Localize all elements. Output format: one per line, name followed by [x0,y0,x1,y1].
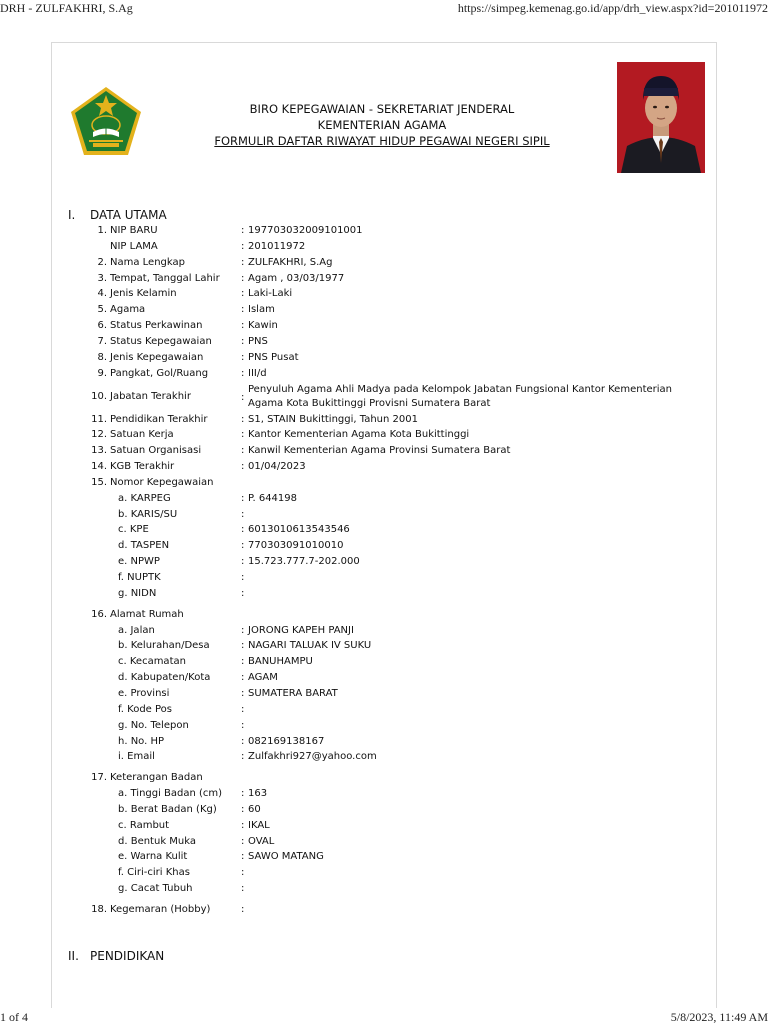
row-colon: : [241,751,245,763]
document-heading [162,101,602,149]
row-label: a. KARPEG [118,492,171,504]
row-colon: : [241,256,245,268]
row-label: d. TASPEN [118,540,170,552]
row-label: g. NIDN [118,587,157,599]
row-colon: : [241,819,245,831]
row-colon: : [241,445,245,457]
row-label: Jenis Kepegawaian [110,351,204,363]
row-label: Status Perkawinan [110,320,203,332]
row-colon: : [241,572,245,583]
row-colon: : [241,672,245,684]
row-colon: : [241,335,245,347]
row-label: a. Tinggi Badan (cm) [118,788,223,800]
employee-photo [617,62,705,173]
row-label: Nomor Kepegawaian [110,476,214,488]
row-colon: : [241,656,245,668]
section-data-utama [68,208,167,222]
row-label: Keterangan Badan [110,772,203,784]
print-header [0,0,768,16]
row-label: i. Email [118,751,155,763]
table-row [52,623,717,638]
row-colon: : [241,624,245,636]
row-colon: : [241,367,245,379]
row-label: Kegemaran (Hobby) [110,904,211,915]
row-value: ZULFAKHRI, S.Ag [248,256,333,268]
row-colon: : [241,413,245,425]
row-label: Satuan Kerja [110,429,174,441]
row-colon: : [241,735,245,747]
row-number: 9. [97,367,107,379]
row-colon: : [241,540,245,552]
row-colon: : [241,272,245,284]
row-value: 197703032009101001 [248,225,363,236]
row-colon: : [241,240,245,252]
section-title: DATA UTAMA [90,208,167,222]
table-row [52,881,717,896]
row-value: SAWO MATANG [248,851,324,863]
row-value: 01/04/2023 [248,461,306,473]
row-label: f. NUPTK [118,572,161,583]
row-number: 7. [97,335,107,347]
row-value: 082169138167 [248,735,325,747]
row-label: b. Kelurahan/Desa [118,640,210,652]
table-row [52,382,717,412]
table-row [52,334,717,349]
row-colon: : [241,803,245,815]
row-value: PNS Pusat [248,351,299,363]
section-title: PENDIDIKAN [90,949,165,963]
row-label: e. Warna Kulit [118,851,188,863]
row-label: b. Berat Badan (Kg) [118,803,217,815]
row-value: III/d [248,367,267,379]
row-value: S1, STAIN Bukittinggi, Tahun 2001 [248,413,418,425]
row-value: Agam , 03/03/1977 [248,272,345,284]
row-label: c. Rambut [118,819,170,831]
table-row [52,734,717,749]
row-colon: : [241,492,245,504]
table-row [52,286,717,301]
table-row [52,654,717,669]
row-value: BANUHAMPU [248,656,313,668]
table-row [52,818,717,833]
row-value: OVAL [248,835,275,847]
row-label: d. Kabupaten/Kota [118,672,211,684]
row-value: Penyuluh Agama Ahli Madya pada Kelompok Jabatan Fungsional Kantor Kementerian Agama Kota Bukittinggi Provisni Sumatera Barat [248,383,672,409]
row-number: 10. [91,390,107,402]
table-row [52,255,717,270]
table-row [52,491,717,506]
table-row [52,522,717,537]
row-value: 770303091010010 [248,540,344,552]
table-row [52,554,717,569]
row-colon: : [241,719,245,731]
row-colon: : [241,508,245,520]
table-row [52,749,717,764]
table-row [52,865,717,880]
page-count: 1 of 4 [0,1010,28,1024]
row-colon: : [241,867,245,879]
row-colon: : [241,788,245,800]
row-label: Alamat Rumah [110,608,184,620]
table-row [52,350,717,365]
table-row [52,686,717,701]
print-timestamp: 5/8/2023, 11:49 AM [670,1010,768,1024]
row-label: Jenis Kelamin [110,288,177,300]
row-colon: : [241,835,245,847]
row-colon: : [241,288,245,300]
table-row [52,427,717,442]
section-number: II. [68,949,79,963]
row-label: Agama [110,304,146,316]
section-pendidikan [68,949,164,963]
row-number: 14. [91,461,107,473]
row-number: 18. [91,904,107,915]
table-row [52,271,717,286]
row-value: P. 644198 [248,492,298,504]
table-row [52,570,717,585]
table-row [52,223,717,238]
row-number: 15. [91,476,107,488]
row-value: PNS [248,335,268,347]
row-value: NAGARI TALUAK IV SUKU [248,640,372,652]
row-number: 2. [97,256,107,268]
row-label: g. Cacat Tubuh [118,883,193,895]
row-label: f. Ciri-ciri Khas [118,867,190,879]
row-value: JORONG KAPEH PANJI [248,624,354,636]
row-label: c. Kecamatan [118,656,186,668]
row-colon: : [241,883,245,895]
table-row [52,475,717,490]
row-colon: : [241,556,245,568]
row-colon: : [241,687,245,699]
row-value: SUMATERA BARAT [248,687,338,699]
row-colon: : [241,461,245,473]
row-colon: : [241,320,245,332]
row-colon: : [241,225,245,236]
row-value: Kantor Kementerian Agama Kota Bukittinggi [248,429,470,441]
row-number: 4. [97,288,107,300]
row-label: NIP LAMA [110,240,158,252]
table-row [52,538,717,553]
table-row [52,412,717,427]
row-value: 163 [248,788,268,800]
table-row [52,607,717,622]
row-value: 60 [248,803,261,815]
row-colon: : [241,429,245,441]
row-number: 11. [91,413,107,425]
row-value: IKAL [248,819,270,831]
row-value: Laki-Laki [248,288,293,300]
row-label: Tempat, Tanggal Lahir [110,272,220,284]
row-value: Kanwil Kementerian Agama Provinsi Sumatera Barat [248,445,511,457]
table-row [52,459,717,474]
row-number: 17. [91,772,107,784]
row-number: 5. [97,304,107,316]
table-row [52,834,717,849]
row-number: 3. [97,272,107,284]
form-title: FORMULIR DAFTAR RIWAYAT HIDUP PEGAWAI NEGERI SIPIL [214,134,550,148]
row-number: 1. [97,225,107,236]
row-label: Status Kepegawaian [110,335,212,347]
table-row [52,902,717,917]
row-colon: : [241,391,245,403]
table-row [52,302,717,317]
table-row [52,638,717,653]
table-row [52,718,717,733]
page-title: DRH - ZULFAKHRI, S.Ag [0,1,133,15]
row-value: AGAM [248,672,278,684]
table-row [52,586,717,601]
table-row [52,670,717,685]
row-colon: : [241,524,245,536]
row-label: a. Jalan [118,624,155,636]
row-number: 12. [91,429,107,441]
row-label: Pangkat, Gol/Ruang [110,367,209,379]
row-label: Jabatan Terakhir [110,390,191,402]
table-row [52,366,717,381]
drh-document [51,42,717,1008]
row-colon: : [241,351,245,363]
row-number: 13. [91,445,107,457]
heading-line-1: BIRO KEPEGAWAIAN - SEKRETARIAT JENDERAL [249,102,515,116]
row-label: e. Provinsi [118,687,170,699]
page-url[interactable]: https://simpeg.kemenag.go.id/app/drh_view.aspx?id=201011972 [457,1,768,15]
row-value: 6013010613543546 [248,524,350,536]
row-value: 201011972 [248,240,306,252]
row-number: 6. [97,320,107,332]
row-label: Nama Lengkap [110,256,185,268]
row-number: 8. [97,351,107,363]
row-colon: : [241,640,245,652]
table-row [52,786,717,801]
table-row [52,849,717,864]
row-label: e. NPWP [118,556,160,568]
table-row [52,239,717,254]
row-value: Zulfakhri927@yahoo.com [248,751,377,763]
row-number: 16. [91,608,107,620]
row-label: f. Kode Pos [118,703,173,715]
row-label: KGB Terakhir [110,461,175,473]
print-footer [0,1008,768,1024]
kemenag-logo-icon [69,85,143,157]
table-row [52,802,717,817]
row-value: Kawin [248,320,278,332]
table-row [52,443,717,458]
row-colon: : [241,703,245,715]
row-label: d. Bentuk Muka [118,835,196,847]
table-row [52,507,717,522]
row-value: Islam [248,304,275,316]
row-label: h. No. HP [118,735,165,747]
row-label: c. KPE [118,524,149,536]
row-colon: : [241,851,245,863]
row-colon: : [241,904,245,915]
table-row [52,702,717,717]
row-label: g. No. Telepon [118,719,189,731]
row-label: Pendidikan Terakhir [110,413,208,425]
row-label: NIP BARU [110,225,158,236]
table-row [52,770,717,785]
row-label: Satuan Organisasi [110,445,202,457]
row-value: 15.723.777.7-202.000 [248,556,360,568]
table-row [52,318,717,333]
section-number: I. [68,208,76,222]
row-label: b. KARIS/SU [118,508,178,520]
row-colon: : [241,587,245,599]
heading-line-2: KEMENTERIAN AGAMA [317,118,447,132]
row-colon: : [241,304,245,316]
